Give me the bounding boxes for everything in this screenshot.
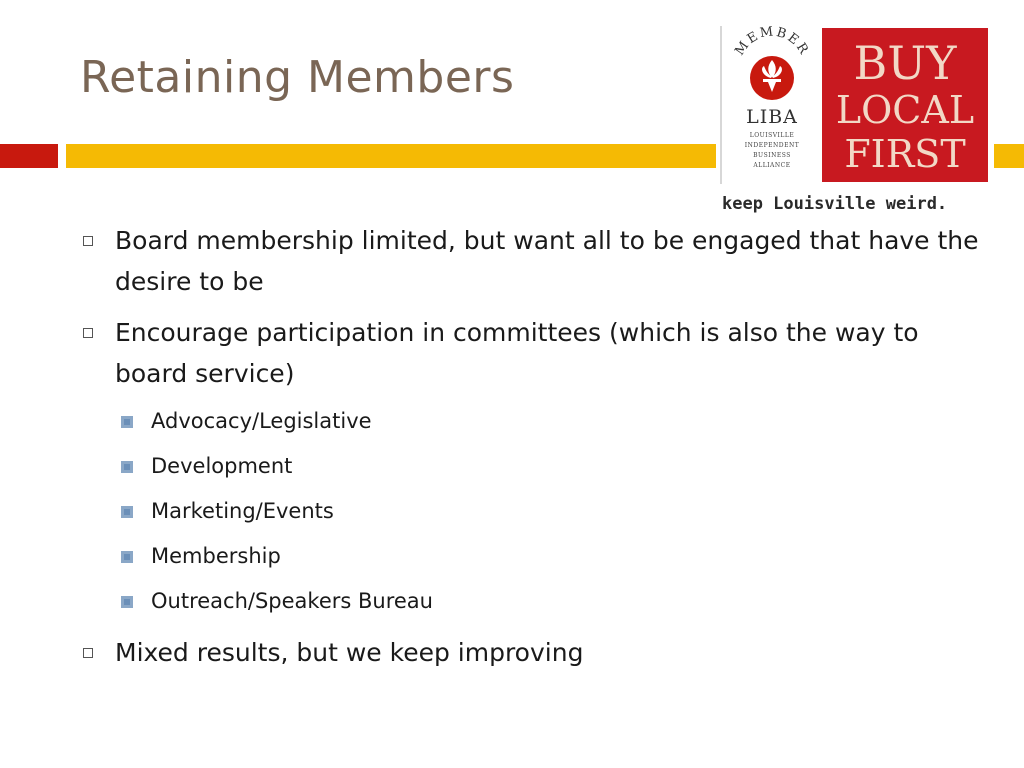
- sub-bullet-item: Marketing/Events: [151, 499, 334, 523]
- liba-name: LIBA: [746, 106, 798, 128]
- bullet-item: Mixed results, but we keep improving: [115, 638, 584, 667]
- bullet-marker-icon: [83, 328, 93, 338]
- sub-bullet-marker-icon: [121, 506, 133, 518]
- liba-line: BUSINESS: [753, 152, 791, 159]
- sub-bullet-marker-icon: [121, 461, 133, 473]
- bullet-marker-icon: [83, 648, 93, 658]
- local-text: LOCAL: [835, 88, 975, 132]
- accent-bar-gold: [66, 144, 716, 168]
- first-text: FIRST: [844, 132, 966, 176]
- sub-bullet-marker-icon: [121, 596, 133, 608]
- fleur-de-lis-icon: [732, 24, 812, 106]
- buy-text: BUY: [853, 36, 957, 90]
- svg-text:MEMBER: [732, 24, 811, 58]
- sub-bullet-item: Outreach/Speakers Bureau: [151, 589, 433, 613]
- sub-bullet-item: Development: [151, 454, 293, 478]
- bullet-item: Board membership limited, but want all to be engaged that have the desire to be: [115, 226, 979, 296]
- liba-line: INDEPENDENT: [744, 142, 800, 149]
- slide-title: Retaining Members: [80, 52, 515, 103]
- logo-divider: [720, 26, 722, 184]
- sub-bullet-marker-icon: [121, 551, 133, 563]
- sub-bullet-item: Membership: [151, 544, 281, 568]
- buy-local-first-logo: [822, 28, 988, 182]
- sub-bullet-marker-icon: [121, 416, 133, 428]
- bullet-item: Encourage participation in committees (which is also the way to board service): [115, 318, 919, 388]
- tagline: keep Louisville weird.: [722, 194, 948, 214]
- sub-bullet-item: Advocacy/Legislative: [151, 409, 372, 433]
- accent-bar-red: [0, 144, 58, 168]
- bullet-marker-icon: [83, 236, 93, 246]
- liba-line: LOUISVILLE: [749, 132, 795, 139]
- member-label: MEMBER: [732, 24, 812, 59]
- liba-line: ALLIANCE: [753, 162, 791, 169]
- liba-logo-block: [712, 22, 1002, 218]
- liba-member-seal: [726, 22, 818, 192]
